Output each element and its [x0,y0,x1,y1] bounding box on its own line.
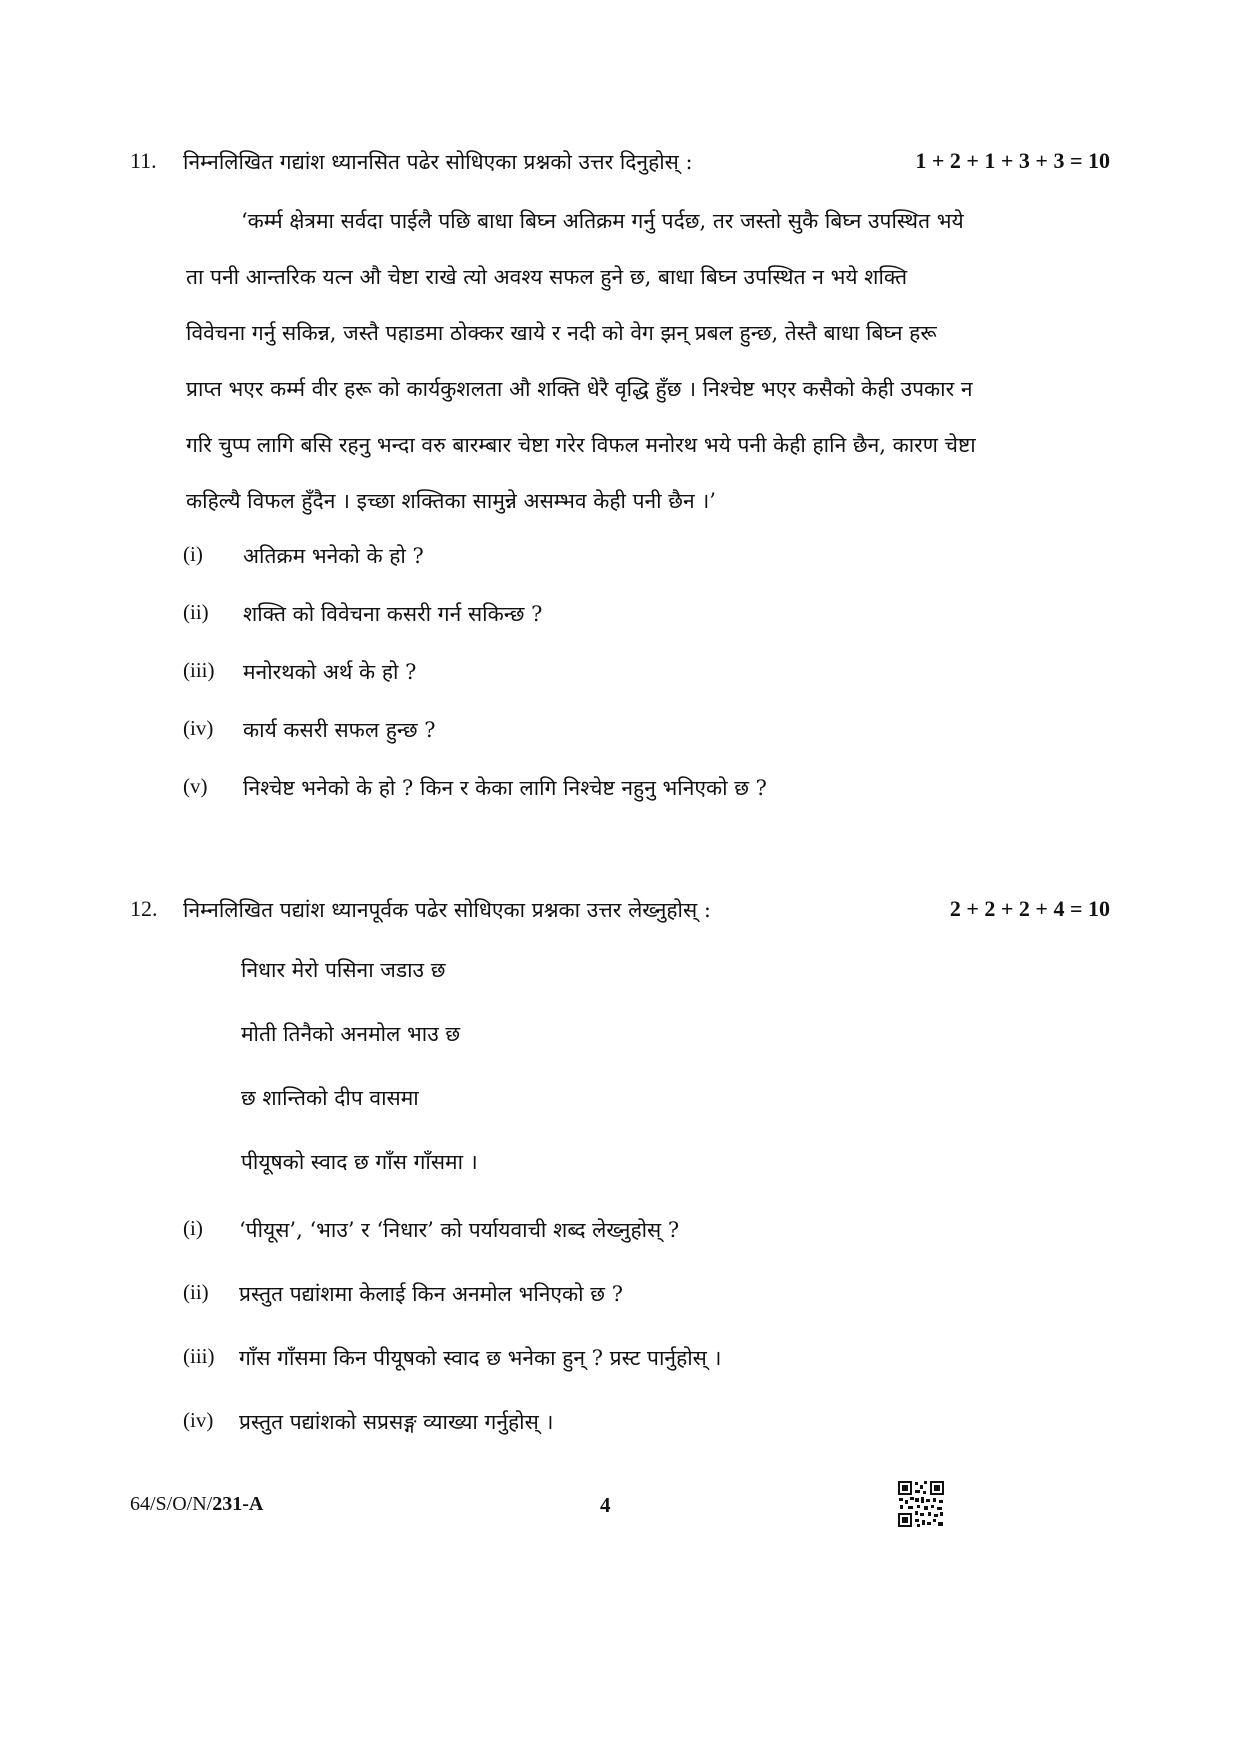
question-number: 11. [130,148,157,173]
verse-line: छ शान्तिको दीप वासमा [241,1086,419,1110]
marks-breakdown: 2 + 2 + 2 + 4 = 10 [949,896,1110,921]
passage-line: प्राप्त भएर कर्म्म वीर हरू को कार्यकुशलता औ शक्ति धेरै वृद्धि हुँछ । निश्‍चेष्ट भएर कसैको केही उपकार न [186,377,973,401]
paper-code-set: 231-A [212,1493,264,1515]
subquestion-text: प्रस्तुत पद्यांशको सप्रसङ्ग व्याख्या गर्नुहोस् । [239,1410,554,1434]
subquestion-text: शक्ति को विवेचना कसरी गर्न सकिन्छ ? [243,602,543,626]
subquestion-label: (iii) [183,1344,215,1368]
passage-line: कहिल्यै विफल हुँदैन । इच्छा शक्तिका सामुन्ने असम्भव केही पनी छैन ।’ [186,489,716,513]
subquestion [183,1216,1083,1252]
paper-code-prefix: 64/S/O/N/ [130,1493,213,1515]
subquestion-label: (iii) [183,658,215,682]
question-12-header [130,896,1110,936]
passage-line: ता पनी आन्तरिक यत्न औ चेष्टा राखे त्यो अवश्य सफल हुने छ, बाधा बिघ्न उपस्थित न भये शक्ति [186,265,908,289]
verse-line: पीयूषको स्वाद छ गाँस गाँसमा । [241,1150,478,1174]
subquestion-label: (i) [183,1216,203,1240]
subquestion-text: अतिक्रम भनेको के हो ? [243,544,424,568]
page-number: 4 [600,1493,611,1517]
passage-line: विवेचना गर्नु सकिन्न, जस्तै पहाडमा ठोक्कर खाये र नदी को वेग झन् प्रबल हुन्छ, तेस्तै बाधा बिघ्न हरू [186,321,937,345]
subquestion [183,716,1083,752]
subquestion [183,1344,1083,1380]
question-stem: निम्नलिखित गद्यांश ध्यानसित पढेर सोधिएका प्रश्नको उत्तर दिनुहोस् : [183,150,693,174]
subquestion-text: ‘पीयूस’, ‘भाउ’ र ‘निधार’ को पर्यायवाची शब्द लेख्नुहोस् ? [239,1218,680,1242]
qr-code-icon [897,1480,945,1528]
paper-code [130,1493,263,1516]
question-stem: निम्नलिखित पद्यांश ध्यानपूर्वक पढेर सोधिएका प्रश्नका उत्तर लेख्नुहोस् : [183,898,711,922]
subquestion-label: (i) [183,542,203,566]
question-11-header [130,148,1110,188]
subquestion-text: प्रस्तुत पद्यांशमा केलाई किन अनमोल भनिएको छ ? [239,1282,623,1306]
subquestion [183,774,1083,810]
subquestion [183,658,1083,694]
subquestion-text: गाँस गाँसमा किन पीयूषको स्वाद छ भनेका हुन् ? प्रस्ट पार्नुहोस् । [239,1346,722,1370]
subquestion [183,542,1083,578]
subquestion [183,1408,1083,1444]
subquestion-label: (iv) [183,716,214,740]
passage-line: गरि चुप्प लागि बसि रहनु भन्दा वरु बारम्बार चेष्टा गरेर विफल मनोरथ भये पनी केही हानि छैन, कारण चेष्टा [186,433,976,457]
subquestion-label: (ii) [183,600,209,624]
subquestion [183,1280,1083,1316]
passage-line: ‘कर्म्म क्षेत्रमा सर्वदा पाईलै पछि बाधा बिघ्न अतिक्रम गर्नु पर्दछ, तर जस्तो सुकै बिघ्न उपस्थित भये [241,209,964,233]
marks-breakdown: 1 + 2 + 1 + 3 + 3 = 10 [915,148,1110,173]
subquestion-label: (v) [183,774,208,798]
subquestion-label: (iv) [183,1408,214,1432]
subquestion-text: निश्चेष्ट भनेको के हो ? किन र केका लागि निश्चेष्ट नहुनु भनिएको छ ? [243,776,767,800]
verse-line: निधार मेरो पसिना जडाउ छ [241,958,446,982]
subquestion-text: कार्य कसरी सफल हुन्छ ? [243,718,436,742]
subquestion-text: मनोरथको अर्थ के हो ? [243,660,417,684]
subquestion [183,600,1083,636]
question-number: 12. [130,896,158,921]
subquestion-label: (ii) [183,1280,209,1304]
verse-line: मोती तिनैको अनमोल भाउ छ [241,1022,461,1046]
